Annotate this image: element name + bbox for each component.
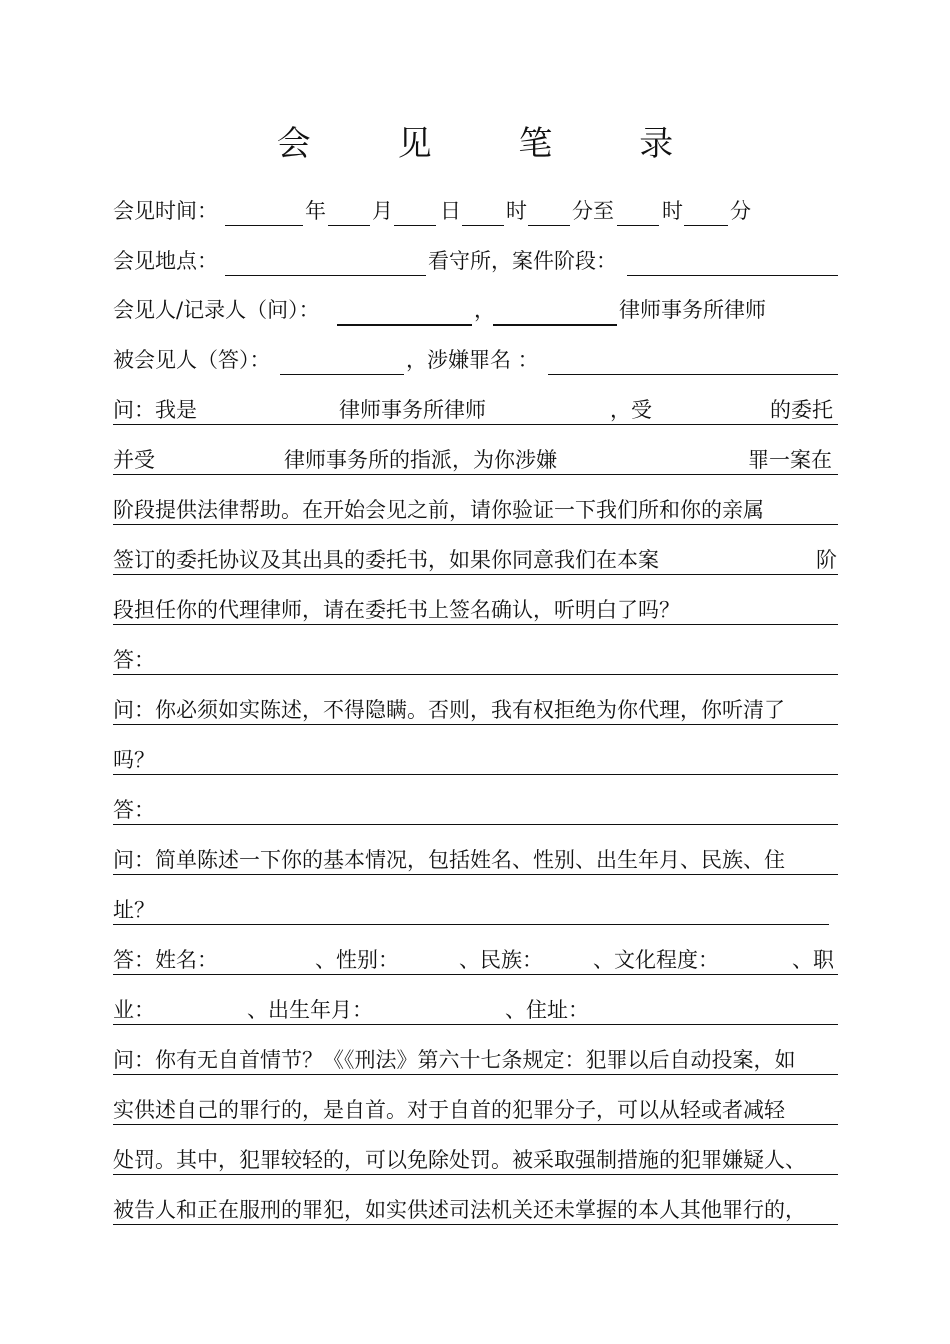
q3-line2: 址？ <box>113 898 155 922</box>
q1-line3: 阶段提供法律帮助。在开始会见之前，请你验证一下我们所和你的亲属 <box>113 498 764 522</box>
interviewer-comma: ， <box>474 298 495 322</box>
detention-center-blank[interactable] <box>225 275 426 276</box>
q1-line1-b: 律师事务所律师 <box>339 398 486 422</box>
line-rule <box>113 424 838 425</box>
answer-2: 答： <box>113 798 155 822</box>
line-rule <box>113 1124 838 1125</box>
q1-line4-a: 签订的委托协议及其出具的委托书，如果你同意我们在本案 <box>113 548 659 572</box>
q1-line5: 段担任你的代理律师，请在委托书上签名确认，听明白了吗？ <box>113 598 680 622</box>
interviewer-label: 会见人/记录人（问）： <box>113 298 320 322</box>
q1-line1-a: 问：我是 <box>113 398 197 422</box>
q1-line2-c: 罪一案在 <box>748 448 832 472</box>
meeting-time-label: 会见时间： <box>113 199 218 223</box>
q4-line2: 实供述自己的罪行的，是自首。对于自首的犯罪分子，可以从轻或者减轻 <box>113 1098 785 1122</box>
unit-hour: 时 <box>506 199 527 223</box>
q4-line1: 问：你有无自首情节？《《刑法》第六十七条规定：犯罪以后自动投案，如 <box>113 1048 796 1072</box>
end-hour-blank[interactable] <box>617 225 659 226</box>
line-rule <box>113 1074 838 1075</box>
line-rule <box>113 874 838 875</box>
line-rule <box>113 524 838 525</box>
line-rule <box>113 474 838 475</box>
line-rule <box>113 1224 838 1225</box>
q1-line4-b: 阶 <box>816 548 837 572</box>
unit-year: 年 <box>305 199 326 223</box>
unit-minute-to: 分至 <box>572 199 614 223</box>
answer-occupation-label-cont: 业： <box>113 998 155 1022</box>
answer-1: 答： <box>113 648 155 672</box>
interviewee-label: 被会见人（答）： <box>113 348 271 372</box>
answer-name-label: 答：姓名： <box>113 948 218 972</box>
answer-2-blank[interactable] <box>113 824 838 825</box>
q2-line2: 吗？ <box>113 748 155 772</box>
answer-occupation-label: 、职 <box>792 948 834 972</box>
q2-line1: 问：你必须如实陈述，不得隐瞒。否则，我有权拒绝为你代理，你听清了 <box>113 698 785 722</box>
answer-gender-label: 、性别： <box>315 948 399 972</box>
answer-ethnicity-label: 、民族： <box>459 948 543 972</box>
interviewer-name-blank[interactable] <box>337 324 472 326</box>
q1-line1-c: ，受 <box>610 398 652 422</box>
year-blank[interactable] <box>225 225 303 226</box>
line-rule <box>113 1174 838 1175</box>
hour-blank[interactable] <box>462 225 504 226</box>
line-rule <box>113 624 838 625</box>
answer-1-blank[interactable] <box>113 674 838 675</box>
q3-line1: 问：简单陈述一下你的基本情况，包括姓名、性别、出生年月、民族、住 <box>113 848 785 872</box>
answer-education-label: 、文化程度： <box>593 948 719 972</box>
q1-line2-a: 并受 <box>113 448 155 472</box>
answer-birth-label: 、出生年月： <box>247 998 373 1022</box>
unit-end-minute: 分 <box>730 199 751 223</box>
day-blank[interactable] <box>394 225 436 226</box>
line-rule <box>113 1024 838 1025</box>
unit-month: 月 <box>372 199 393 223</box>
interviewee-suffix: ，涉嫌罪名 ： <box>406 348 539 372</box>
line-rule <box>113 574 838 575</box>
q4-line3: 处罚。其中，犯罪较轻的，可以免除处罚。被采取强制措施的犯罪嫌疑人、 <box>113 1148 806 1172</box>
unit-day: 日 <box>440 199 461 223</box>
place-suffix: 看守所，案件阶段： <box>428 249 617 273</box>
q4-line4: 被告人和正在服刑的罪犯，如实供述司法机关还未掌握的本人其他罪行的， <box>113 1198 806 1222</box>
case-stage-blank[interactable] <box>627 275 838 276</box>
charge-blank[interactable] <box>548 374 838 375</box>
unit-end-hour: 时 <box>662 199 683 223</box>
interviewer-suffix: 律师事务所律师 <box>619 298 766 322</box>
meeting-place-label: 会见地点： <box>113 249 218 273</box>
interviewee-name-blank[interactable] <box>280 374 404 375</box>
q1-line1-d: 的委托 <box>770 398 833 422</box>
line-rule <box>113 974 838 975</box>
answer-address-label: 、住址： <box>505 998 589 1022</box>
q1-line2-b: 律师事务所的指派，为你涉嫌 <box>284 448 557 472</box>
end-minute-blank[interactable] <box>684 225 728 226</box>
line-rule <box>113 774 838 775</box>
recorder-name-blank[interactable] <box>493 324 617 326</box>
line-rule <box>113 924 829 925</box>
minute-blank[interactable] <box>528 225 570 226</box>
month-blank[interactable] <box>328 225 370 226</box>
line-rule <box>113 724 838 725</box>
document-title: 会 见 笔 录 <box>276 124 712 164</box>
